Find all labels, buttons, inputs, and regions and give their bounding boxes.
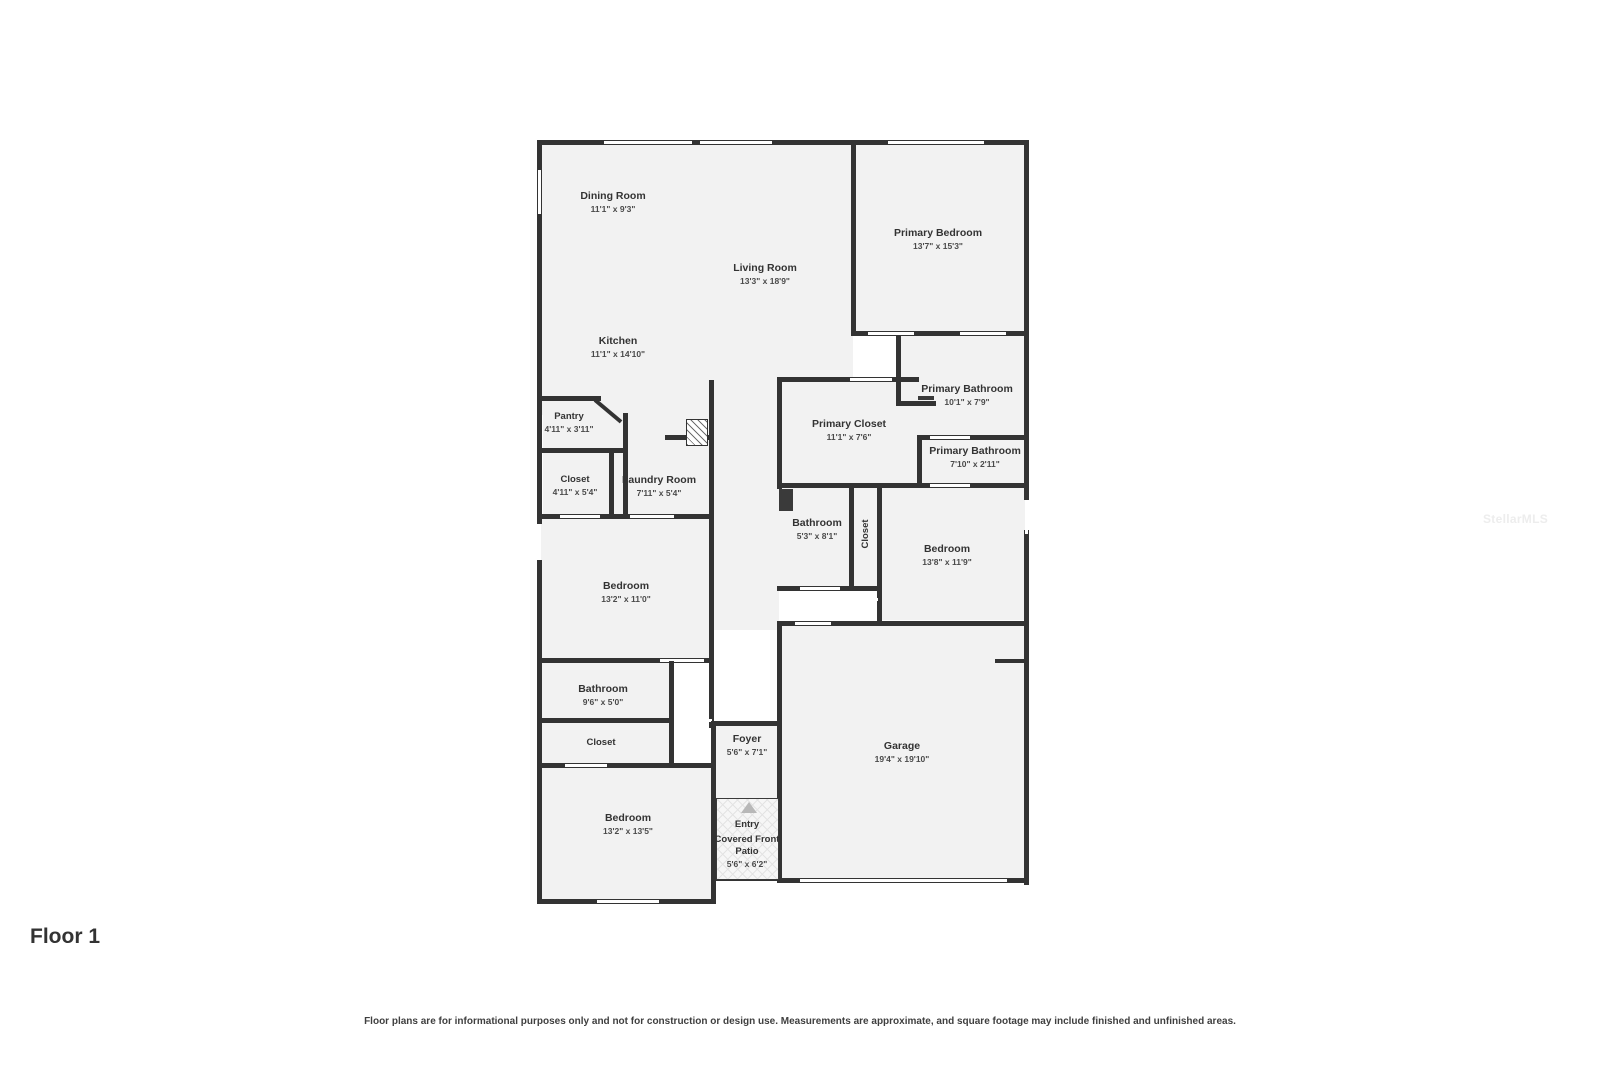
- wall-primary-bath2-left: [917, 435, 922, 487]
- wall-primary-closet-bottom: [777, 483, 1025, 488]
- label-covered-front-patio: Covered Front Patio 5'6" x 6'2": [714, 834, 780, 869]
- entry-arrow-icon: [741, 802, 757, 813]
- water-heater-hatch: [686, 419, 708, 446]
- fixture-tick-bath-center: [779, 489, 793, 511]
- wall-closet-laundry-div: [609, 450, 614, 518]
- label-entry: Entry: [734, 819, 760, 830]
- label-bedroom-right: Bedroom 13'8" x 11'9": [922, 543, 972, 568]
- wall-bathroom-left-right: [669, 661, 674, 767]
- disclaimer-text: Floor plans are for informational purposes only and not for construction or design use. Measurements are approximate, and square footage may include finished and unfinished areas.: [364, 1016, 1236, 1027]
- label-closet-left: Closet: [586, 737, 616, 748]
- door-bedroom-right: [930, 484, 970, 487]
- label-living-room: Living Room 13'3" x 18'9": [733, 262, 797, 287]
- label-foyer: Foyer 5'6" x 7'1": [726, 733, 768, 758]
- label-bedroom-left-mid: Bedroom 13'2" x 11'0": [601, 580, 651, 605]
- wall-closet-center-left: [849, 485, 854, 587]
- wall-exterior-left-lower: [537, 560, 542, 904]
- label-pantry: Pantry 4'11" x 3'11": [544, 411, 594, 434]
- room-fill-living-open: [537, 140, 853, 415]
- wall-primary-bedroom-left: [851, 143, 856, 335]
- wall-exterior-right-mid: [1024, 530, 1029, 660]
- label-primary-bathroom-2: Primary Bathroom 7'10" x 2'11": [929, 445, 1021, 470]
- label-closet-center: Closet: [860, 519, 872, 549]
- wall-exterior-right-upper: [1024, 140, 1029, 500]
- door-closet-left: [565, 764, 607, 767]
- label-kitchen: Kitchen 11'1" x 14'10": [590, 335, 646, 360]
- wall-primary-bath-left: [896, 335, 901, 405]
- door-primary-closet: [850, 378, 892, 381]
- door-bedroom-left-mid: [660, 659, 704, 662]
- door-primary-bath-entry: [960, 332, 1006, 335]
- door-bathroom-center: [800, 587, 840, 590]
- window-left-dining: [538, 170, 541, 214]
- label-bathroom-left: Bathroom 9'6" x 5'0": [578, 683, 628, 708]
- wall-hall-left-upper: [623, 413, 628, 515]
- door-primary-bedroom: [868, 332, 914, 335]
- door-garage-interior: [795, 622, 831, 625]
- room-fill-living-hall: [711, 380, 779, 630]
- label-bedroom-bottom-left: Bedroom 13'2" x 13'5": [603, 812, 653, 837]
- label-primary-bedroom: Primary Bedroom 13'7" x 15'3": [893, 227, 983, 252]
- window-living-top: [700, 141, 772, 144]
- label-garage: Garage 19'4" x 19'10": [874, 740, 930, 765]
- wall-exterior-left-mid: [537, 404, 542, 524]
- wall-exterior-right-lower: [1024, 660, 1029, 885]
- wall-garage-niche: [995, 659, 1027, 663]
- garage-door: [800, 879, 1007, 882]
- wall-primary-closet-left: [777, 377, 782, 489]
- label-primary-bathroom: Primary Bathroom 10'1" x 7'9": [921, 383, 1013, 408]
- window-bedroom-right-exterior: [1025, 500, 1028, 534]
- door-primary-bath2: [930, 436, 970, 439]
- wall-primary-closet-top: [779, 377, 919, 382]
- page-title: Floor 1: [30, 925, 101, 948]
- label-laundry-room: Laundry Room 7'11" x 5'4": [621, 474, 697, 499]
- label-primary-closet: Primary Closet 11'1" x 7'6": [811, 418, 887, 443]
- door-laundry: [630, 515, 674, 518]
- wall-bathroom-left-bottom: [541, 718, 673, 723]
- label-dining-room: Dining Room 11'1" x 9'3": [580, 190, 646, 215]
- window-dining-top: [604, 141, 692, 144]
- watermark-label: StellarMLS: [1483, 512, 1549, 526]
- wall-pantry-top: [541, 396, 601, 401]
- label-closet-1: Closet 4'11" x 5'4": [552, 474, 598, 497]
- wall-bedroom-left-mid-right: [709, 628, 714, 728]
- label-bathroom-center: Bathroom 5'3" x 8'1": [792, 517, 842, 542]
- door-bathroom-left: [674, 719, 712, 722]
- door-closet-center: [850, 598, 878, 601]
- wall-foyer-top: [711, 721, 779, 726]
- window-primary-top: [888, 141, 984, 144]
- wall-hall-right: [709, 380, 714, 628]
- window-bedroom-bottom-left: [597, 900, 659, 903]
- door-closet-1: [560, 515, 600, 518]
- wall-closet-center-right: [877, 485, 882, 623]
